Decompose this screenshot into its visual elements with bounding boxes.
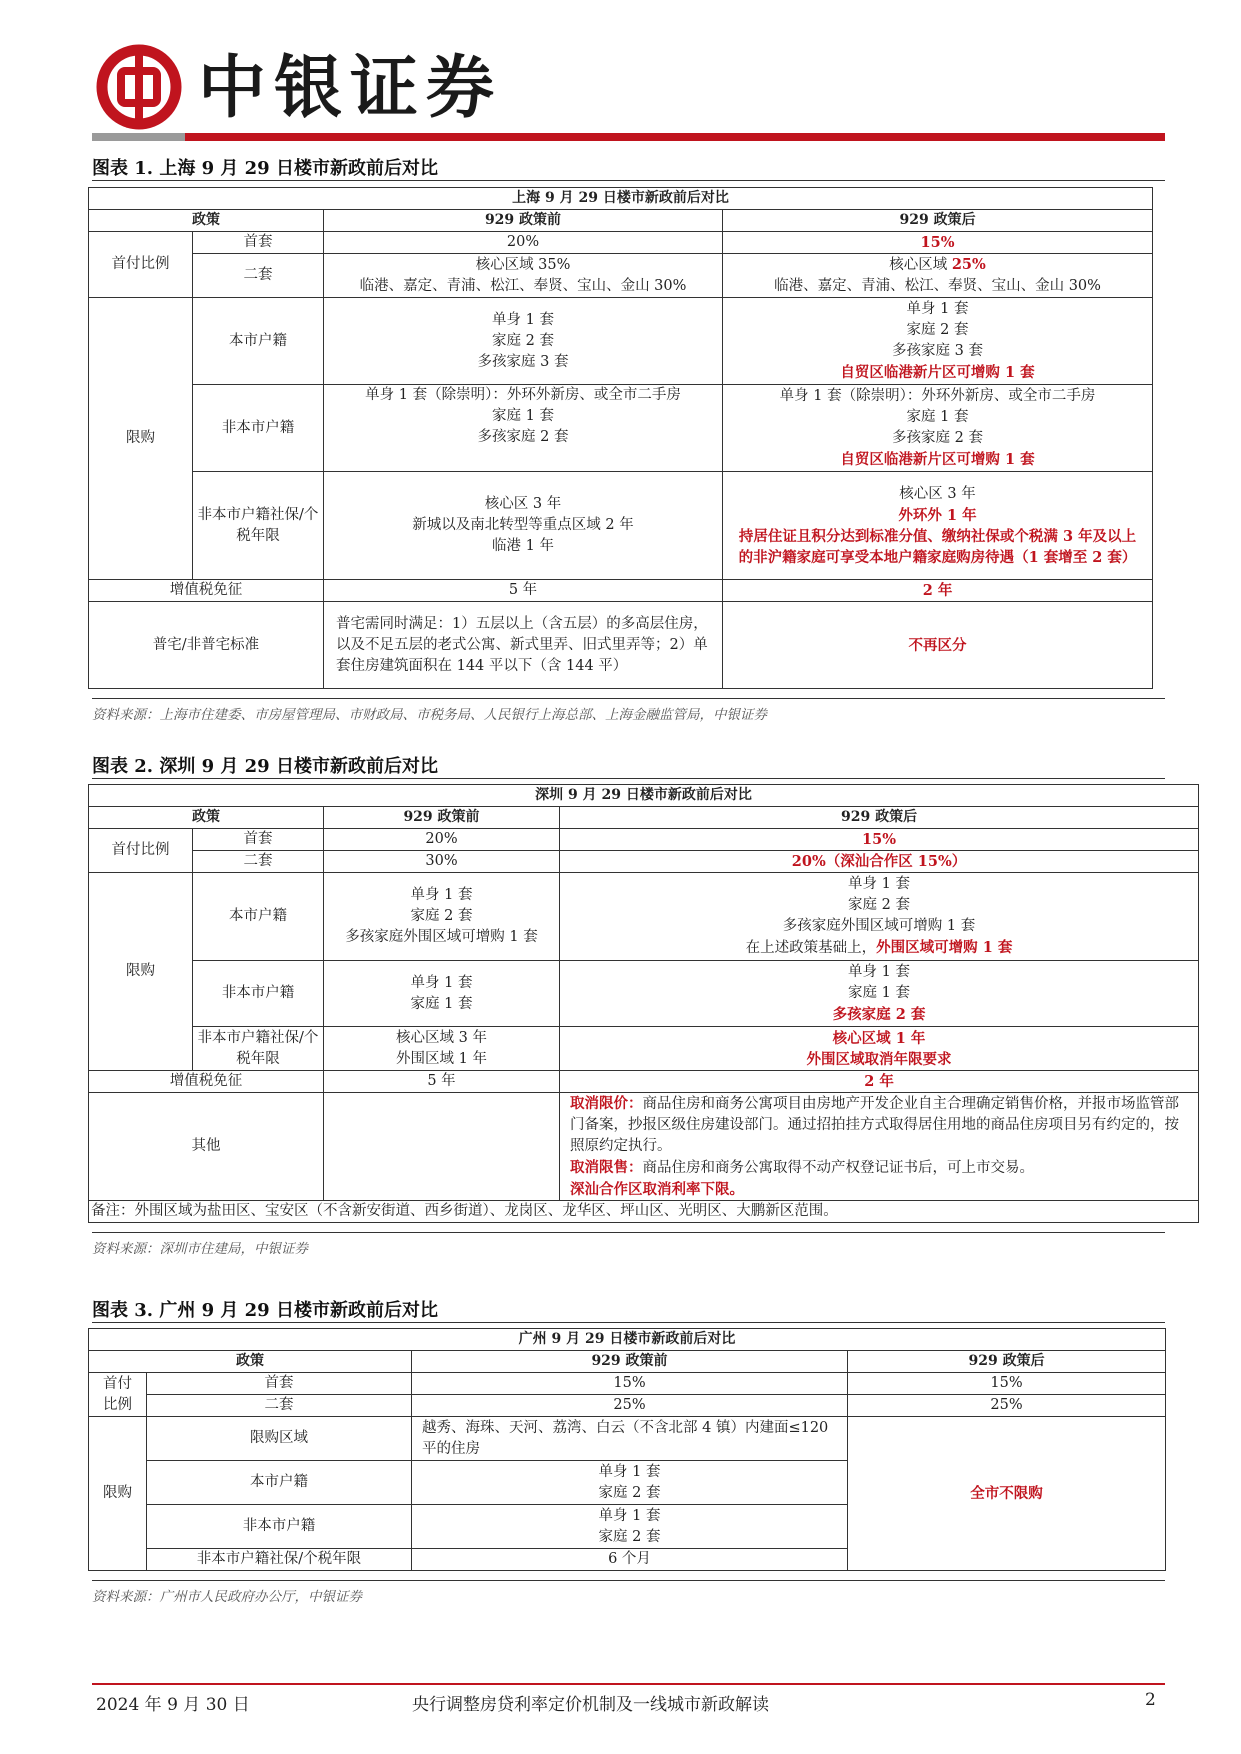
shanghai-policy-table	[88, 187, 1153, 689]
cell-local-before	[324, 873, 560, 961]
text-line: 临港、嘉定、青浦、松江、奉贤、宝山、金山 30%	[359, 277, 687, 294]
figure-1-rule	[92, 180, 1165, 181]
figure-2-source: 资料来源：深圳市住建局，中银证券	[92, 1241, 308, 1257]
cell-nonlocal-before	[324, 385, 723, 472]
row-first-home: 首套	[193, 232, 324, 254]
text-line: 新城以及南北转型等重点区域 2 年	[412, 517, 634, 533]
text-line: 核心区域 3 年	[396, 1029, 487, 1046]
text-line: 单身 1 套（除崇明）：外环外新房、或全市二手房	[779, 388, 1096, 404]
highlight-text: 外围区域可增购 1 套	[876, 939, 1013, 956]
header-policy: 政策	[89, 807, 324, 829]
cell-nonlocal-after	[723, 385, 1153, 472]
cell-nonlocal-before	[412, 1505, 848, 1549]
row-nonlocal: 非本市户籍	[193, 961, 324, 1027]
text-line: 单身 1 套	[848, 964, 910, 980]
cell-vat-before: 5 年	[324, 580, 723, 602]
highlight-text: 深汕合作区取消利率下限。	[570, 1181, 744, 1198]
footer-date: 2024 年 9 月 30 日	[96, 1695, 250, 1715]
row-second-home: 二套	[193, 851, 324, 873]
row-down-payment: 首付比例	[89, 232, 193, 298]
text-line: 家庭 2 套	[848, 897, 910, 913]
highlight-text: 核心区域 1 年	[832, 1029, 926, 1047]
header-before: 929 政策前	[324, 807, 560, 829]
highlight-text: 持居住证且积分达到标准分值、缴纳社保或个税满 3 年及以上的非沪籍家庭可享受本地户籍家庭购房待遇（1 套增至 2 套）	[738, 527, 1137, 566]
cell-standard-before: 普宅需同时满足：1）五层以上（含五层）的多高层住房，以及不足五层的老式公寓、新式里弄、旧式里弄等；2）单套住房建筑面积在 144 平以下（含 144 平）	[324, 602, 723, 689]
header-before: 929 政策前	[324, 210, 723, 232]
text-line: 家庭 2 套	[410, 908, 473, 924]
row-social: 非本市户籍社保/个税年限	[193, 472, 324, 580]
page-number: 2	[1145, 1690, 1156, 1710]
text-line: 家庭 1 套	[848, 985, 910, 1001]
cell-local-after	[560, 873, 1199, 961]
row-second-home: 二套	[193, 254, 324, 298]
cell-area-before: 越秀、海珠、天河、荔湾、白云（不含北部 4 镇）内建面≤120 平的住房	[412, 1417, 848, 1461]
highlight-text: 自贸区临港新片区可增购 1 套	[840, 364, 1035, 381]
cell-second-before: 25%	[412, 1395, 848, 1417]
row-purchase-limit: 限购	[89, 873, 193, 1071]
text-line: 核心区 3 年	[899, 485, 976, 502]
text-line: 临港 1 年	[492, 538, 554, 554]
text-line: 家庭 2 套	[492, 332, 554, 349]
text-line: 单身 1 套	[598, 1507, 661, 1524]
cell-first-before: 15%	[412, 1373, 848, 1395]
cell-first-before: 20%	[324, 829, 560, 851]
text-line: 核心区 3 年	[484, 496, 562, 512]
guangzhou-policy-table	[88, 1328, 1166, 1571]
row-down-payment: 首付比例	[89, 829, 193, 873]
row-second-home: 二套	[147, 1395, 412, 1417]
text-line: 家庭 1 套	[492, 408, 554, 424]
text-line: 家庭 2 套	[598, 1528, 661, 1545]
highlight-text: 取消限售：	[570, 1159, 643, 1176]
text-line: 单身 1 套	[906, 301, 969, 317]
header-before: 929 政策前	[412, 1351, 848, 1373]
row-nonlocal: 非本市户籍	[193, 385, 324, 472]
figure-3-source: 资料来源：广州市人民政府办公厅，中银证券	[92, 1589, 362, 1605]
row-area: 限购区域	[147, 1417, 412, 1461]
table-caption: 广州 9 月 29 日楼市新政前后对比	[89, 1329, 1166, 1351]
highlight-text: 多孩家庭 2 套	[832, 1006, 926, 1023]
row-standard: 普宅/非普宅标准	[89, 602, 324, 689]
text-line: 单身 1 套	[410, 974, 473, 991]
figure-2-rule	[92, 778, 1165, 779]
cell-vat-after: 2 年	[560, 1071, 1199, 1093]
row-nonlocal: 非本市户籍	[147, 1505, 412, 1549]
header-bar-red	[185, 133, 1165, 141]
shenzhen-policy-table	[88, 784, 1199, 1223]
brand-name: 中银证券	[198, 48, 503, 128]
cell-first-after: 15%	[560, 829, 1199, 851]
figure-2-bottom-rule	[92, 1232, 1165, 1233]
figure-1-bottom-rule	[92, 698, 1165, 699]
row-purchase-limit: 限购	[89, 1417, 147, 1571]
footer-report-title: 央行调整房贷利率定价机制及一线城市新政解读	[412, 1695, 769, 1715]
cell-vat-after: 2 年	[723, 580, 1153, 602]
row-social: 非本市户籍社保/个税年限	[193, 1027, 324, 1071]
text-line: 多孩家庭 3 套	[892, 343, 983, 359]
cell-other-before	[324, 1093, 560, 1201]
table-caption: 上海 9 月 29 日楼市新政前后对比	[89, 188, 1153, 210]
text-line: 家庭 2 套	[598, 1484, 661, 1501]
cell-first-before: 20%	[324, 232, 723, 254]
cell-second-before	[324, 254, 723, 298]
row-local: 本市户籍	[193, 873, 324, 961]
table-caption: 深圳 9 月 29 日楼市新政前后对比	[89, 785, 1199, 807]
cell-social-before: 6 个月	[412, 1549, 848, 1571]
cell-vat-before: 5 年	[324, 1071, 560, 1093]
text-line: 多孩家庭外围区域可增购 1 套	[782, 918, 976, 934]
cell-second-after: 25%	[848, 1395, 1166, 1417]
cell-other-after	[560, 1093, 1199, 1201]
cell-local-before	[412, 1461, 848, 1505]
cell-second-after: 20%（深汕合作区 15%）	[560, 851, 1199, 873]
cell-local-after	[723, 298, 1153, 385]
figure-1-title: 图表 1. 上海 9 月 29 日楼市新政前后对比	[92, 158, 438, 179]
header-bar-gray	[92, 133, 185, 141]
header-policy: 政策	[89, 210, 324, 232]
cell-nonlocal-before	[324, 961, 560, 1027]
bank-of-china-logo	[96, 44, 182, 130]
header-policy: 政策	[89, 1351, 412, 1373]
highlight-text: 25%	[951, 256, 986, 273]
text-line: 单身 1 套（除崇明）：外环外新房、或全市二手房	[365, 387, 681, 403]
figure-2-title: 图表 2. 深圳 9 月 29 日楼市新政前后对比	[92, 756, 438, 777]
row-other: 其他	[89, 1093, 324, 1201]
row-vat: 增值税免征	[89, 1071, 324, 1093]
row-first-home: 首套	[193, 829, 324, 851]
text-line: 外围区域 1 年	[396, 1050, 487, 1067]
row-social: 非本市户籍社保/个税年限	[147, 1549, 412, 1571]
text-line: 单身 1 套	[492, 311, 554, 328]
text-part: 商品住房和商务公寓取得不动产权登记证书后，可上市交易。	[642, 1160, 1034, 1176]
highlight-text: 自贸区临港新片区可增购 1 套	[840, 451, 1035, 468]
highlight-text: 取消限价：	[570, 1095, 643, 1112]
cell-social-before	[324, 1027, 560, 1071]
header-after: 929 政策后	[723, 210, 1153, 232]
text-line: 家庭 2 套	[906, 322, 969, 338]
text-line: 家庭 1 套	[410, 995, 473, 1012]
highlight-text: 外环外 1 年	[898, 506, 977, 524]
text-line: 单身 1 套	[410, 887, 473, 903]
row-down-payment: 首付比例	[89, 1373, 147, 1417]
cell-local-before	[324, 298, 723, 385]
text-part: 在上述政策基础上，	[745, 940, 877, 956]
cell-nonlocal-after	[560, 961, 1199, 1027]
text-part: 核心区域	[889, 257, 952, 273]
highlight-text: 外围区域取消年限要求	[806, 1050, 952, 1068]
table-note: 备注：外围区域为盐田区、宝安区（不含新安街道、西乡街道）、龙岗区、龙华区、坪山区、光明区、大鹏新区范围。	[89, 1201, 1199, 1223]
text-line: 多孩家庭 2 套	[477, 429, 569, 445]
text-line: 多孩家庭外围区域可增购 1 套	[345, 929, 538, 945]
figure-3-title: 图表 3. 广州 9 月 29 日楼市新政前后对比	[92, 1300, 438, 1321]
cell-second-after	[723, 254, 1153, 298]
cell-standard-after: 不再区分	[723, 602, 1153, 689]
row-first-home: 首套	[147, 1373, 412, 1395]
text-part: 商品住房和商务公寓项目由房地产开发企业自主合理确定销售价格，并报市场监管部门备案，抄报区级住房建设部门。通过招拍挂方式取得居住用地的商品住房项目另有约定的，按照原约定执行。	[570, 1096, 1179, 1154]
cell-after-all: 全市不限购	[848, 1417, 1166, 1571]
header-after: 929 政策后	[848, 1351, 1166, 1373]
row-local: 本市户籍	[147, 1461, 412, 1505]
row-vat: 增值税免征	[89, 580, 324, 602]
footer-rule	[92, 1683, 1165, 1685]
text-line: 多孩家庭 3 套	[477, 353, 569, 370]
figure-1-source: 资料来源：上海市住建委、市房屋管理局、市财政局、市税务局、人民银行上海总部、上海金融监管局，中银证券	[92, 707, 767, 723]
text-line: 核心区域 35%	[475, 256, 571, 273]
row-purchase-limit: 限购	[89, 298, 193, 580]
cell-social-after	[723, 472, 1153, 580]
figure-3-bottom-rule	[92, 1580, 1165, 1581]
text-line: 临港、嘉定、青浦、松江、奉贤、宝山、金山 30%	[774, 278, 1101, 294]
cell-first-after: 15%	[848, 1373, 1166, 1395]
text-line: 家庭 1 套	[906, 409, 969, 425]
text-line: 多孩家庭 2 套	[892, 430, 983, 446]
cell-second-before: 30%	[324, 851, 560, 873]
cell-social-after	[560, 1027, 1199, 1071]
text-line: 单身 1 套	[848, 876, 910, 892]
header-after: 929 政策后	[560, 807, 1199, 829]
cell-first-after: 15%	[723, 232, 1153, 254]
row-local: 本市户籍	[193, 298, 324, 385]
cell-social-before	[324, 472, 723, 580]
figure-3-rule	[92, 1322, 1165, 1323]
text-line: 单身 1 套	[598, 1463, 661, 1480]
